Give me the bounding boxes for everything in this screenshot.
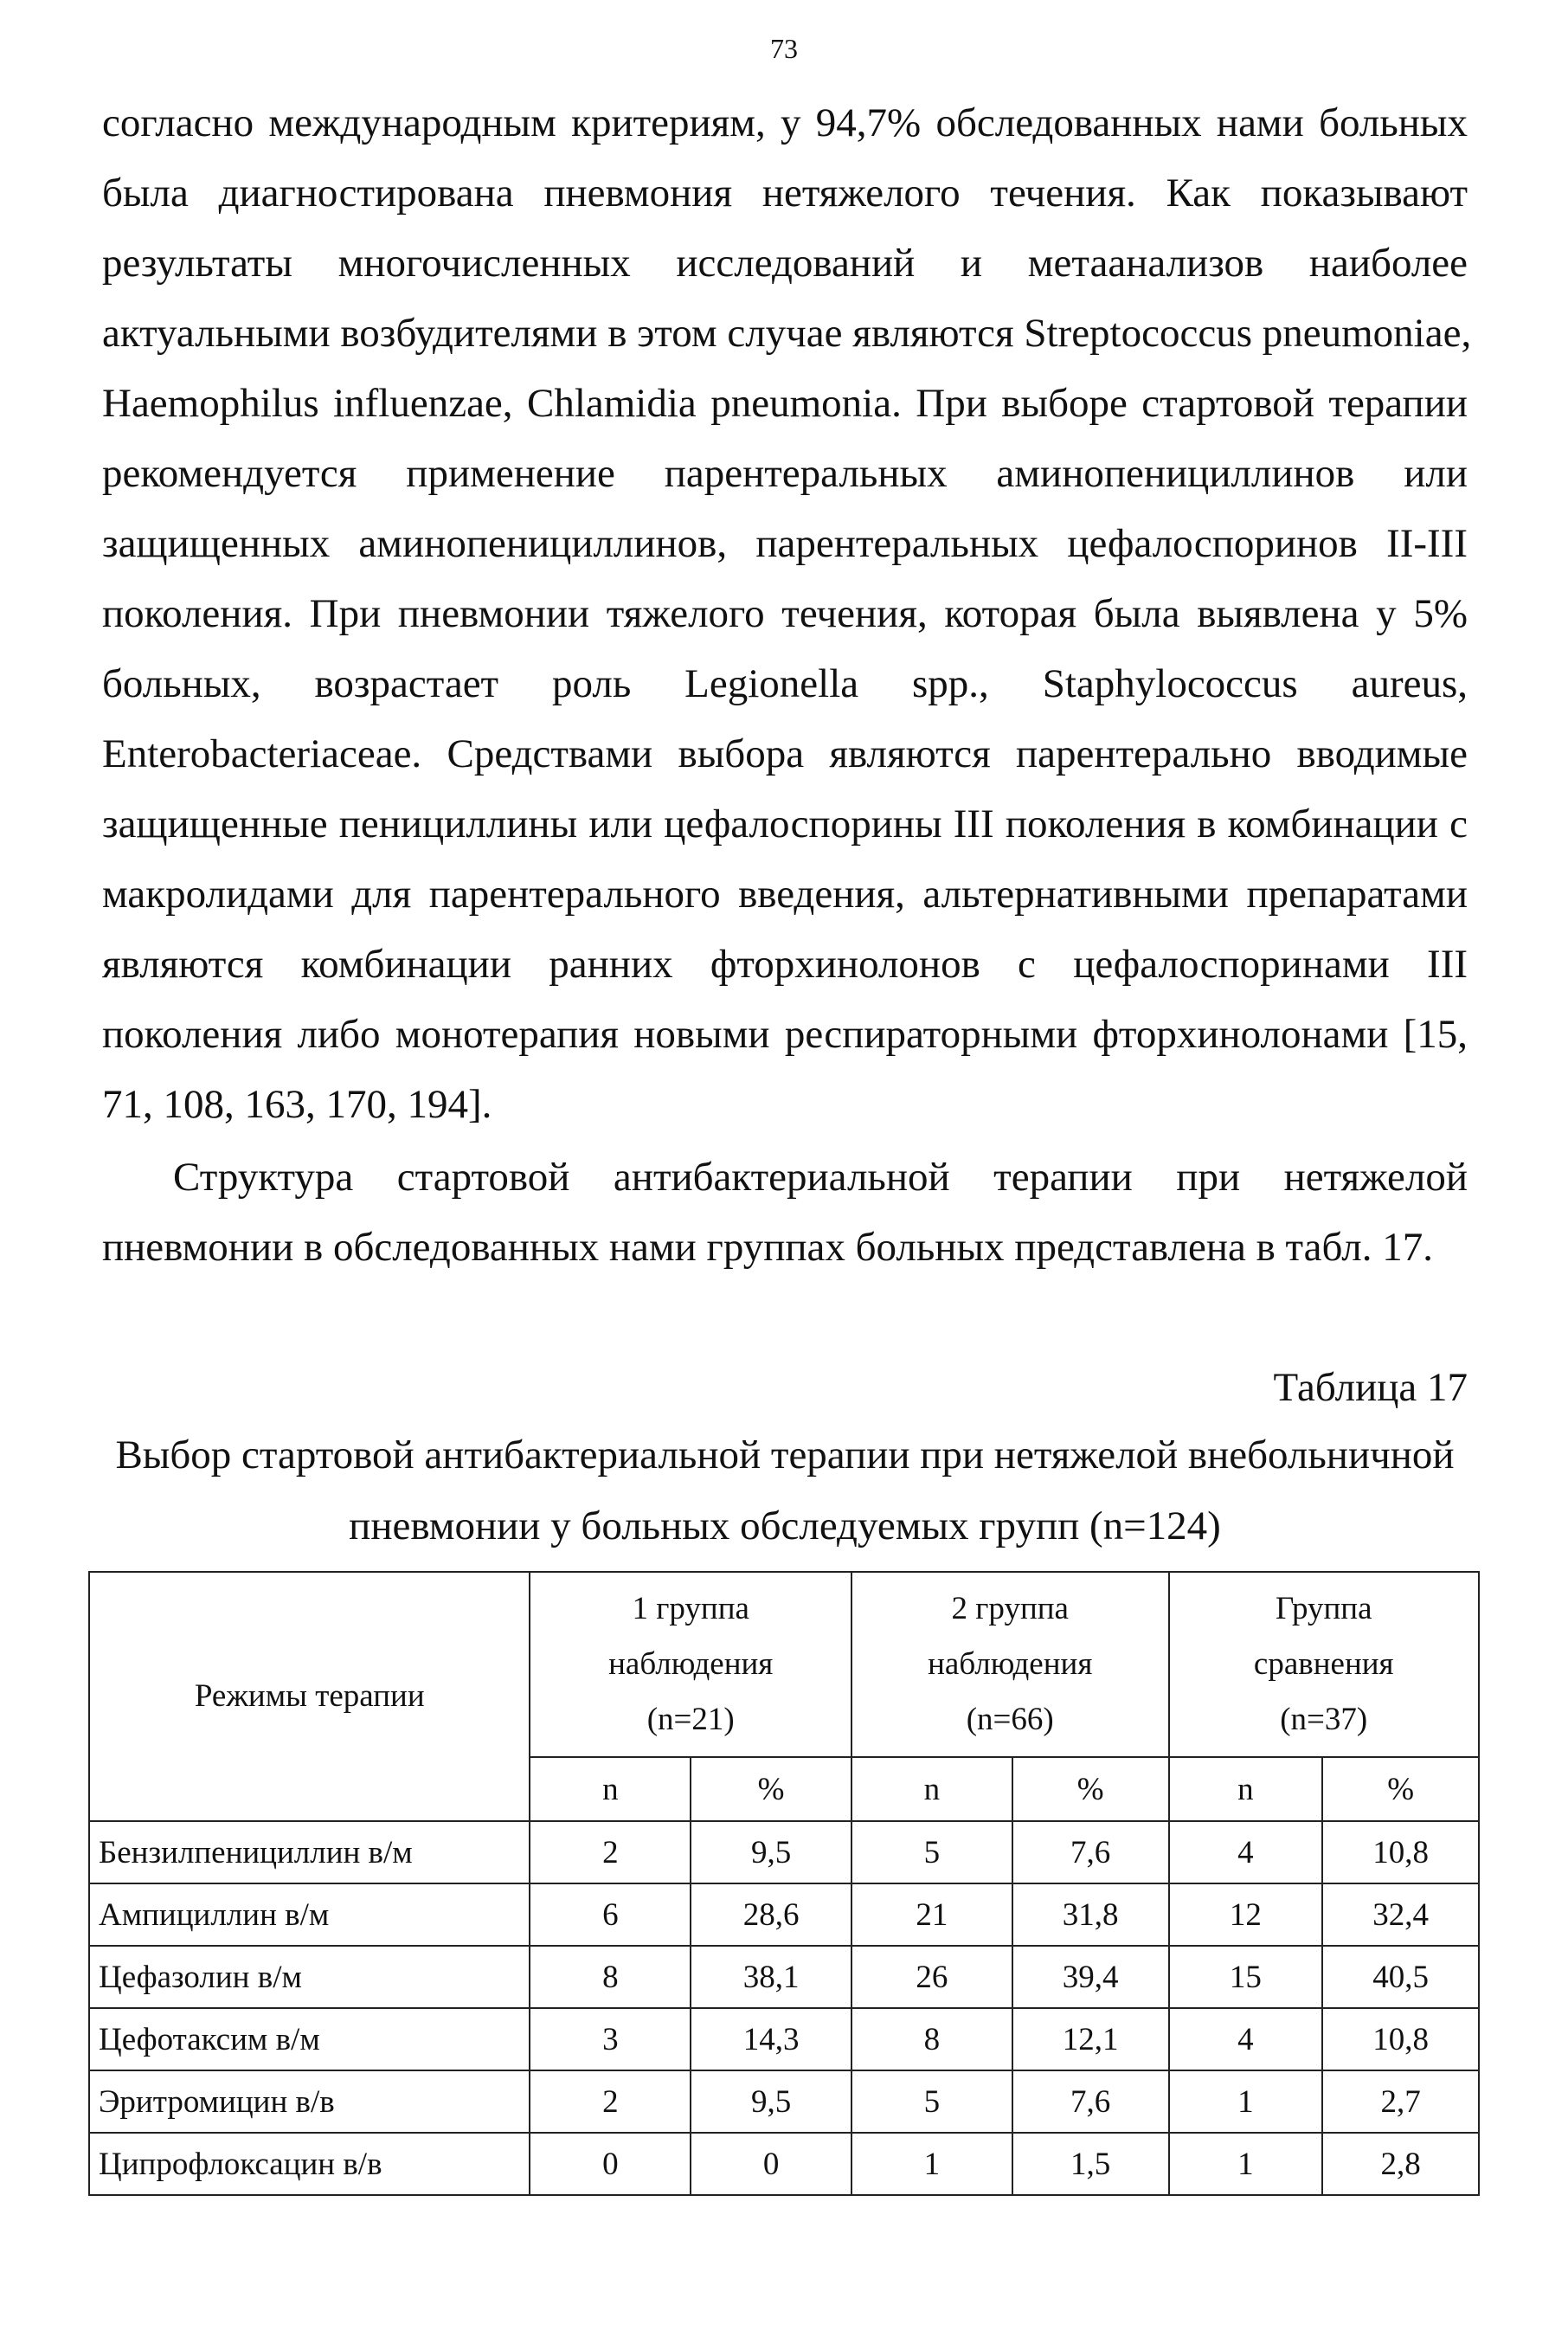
sub-header: n [1169,1757,1323,1821]
text-line: Haemophilus influenzae, Chlamidia pneumonia. При выборе стартовой терапии [102,381,1468,426]
table-row [89,1821,1479,1883]
table-cell: 15 [1169,1946,1323,2008]
table-cell: 2,7 [1322,2070,1479,2133]
table-cell: 4 [1169,1821,1323,1883]
text-line: актуальными возбудителями в этом случае являются Streptococcus pneumoniae, [102,311,1472,356]
group-header-line: (n=21) [646,1702,735,1737]
text-line: согласно международным критериям, у 94,7% обследованных нами больных [102,100,1468,145]
table-label: Таблица 17 [1273,1365,1468,1410]
table-cell: 10,8 [1322,1821,1479,1883]
text-line: была диагностирована пневмония нетяжелого течения. Как показывают [102,171,1468,216]
therapy-name: Ципрофлоксацин в/в [89,2133,530,2195]
group-header-line: 2 группа [951,1591,1069,1626]
table-cell: 2 [530,1821,691,1883]
caption-line: Выбор стартовой антибактериальной терапии при нетяжелой внебольничной [115,1432,1455,1478]
table-cell: 12,1 [1012,2008,1169,2070]
table-cell: 1 [1169,2133,1323,2195]
text-line: поколения либо монотерапия новыми респираторными фторхинолонами [15, [102,1012,1468,1057]
table-cell: 32,4 [1322,1883,1479,1946]
table-row [89,1946,1479,2008]
caption-line: пневмонии у больных обследуемых групп (n=124) [349,1503,1221,1548]
text-line: защищенных аминопенициллинов, парентеральных цефалоспоринов II-III [102,521,1468,566]
table-row [89,2070,1479,2133]
text-line: пневмонии в обследованных нами группах больных представлена в табл. 17. [102,1225,1433,1270]
table-cell: 40,5 [1322,1946,1479,2008]
page-number: 73 [770,33,798,64]
table-cell: 0 [530,2133,691,2195]
table-cell: 28,6 [691,1883,851,1946]
group-header-line: наблюдения [928,1646,1093,1682]
therapy-name: Эритромицин в/в [89,2070,530,2133]
group-header-line: наблюдения [608,1646,774,1682]
table-cell: 39,4 [1012,1946,1169,2008]
text-line: рекомендуется применение парентеральных аминопенициллинов или [102,451,1468,496]
sub-header: % [691,1757,851,1821]
group-header-line: сравнения [1253,1646,1394,1682]
table-cell: 2,8 [1322,2133,1479,2195]
text-line: больных, возрастает роль Legionella spp., Staphylococcus aureus, [102,661,1468,706]
table-row [89,2008,1479,2070]
therapy-name: Бензилпенициллин в/м [89,1821,530,1883]
therapy-name: Цефазолин в/м [89,1946,530,2008]
table-cell: 1,5 [1012,2133,1169,2195]
table-caption [102,1420,1468,1561]
table-cell: 1 [851,2133,1012,2195]
table-cell: 26 [851,1946,1012,2008]
text-line: являются комбинации ранних фторхинолонов с цефалоспоринами III [102,942,1468,987]
group-header-line: (n=66) [966,1702,1054,1737]
table-cell: 4 [1169,2008,1323,2070]
sub-header: % [1012,1757,1169,1821]
text-line: Enterobacteriaceae. Средствами выбора являются парентерально вводимые [102,731,1468,776]
text-line: 71, 108, 163, 170, 194]. [102,1082,492,1127]
table-cell: 38,1 [691,1946,851,2008]
row-header: Режимы терапии [89,1572,530,1821]
group-header [851,1572,1169,1757]
table-cell: 12 [1169,1883,1323,1946]
table-cell: 9,5 [691,2070,851,2133]
group-header [1169,1572,1480,1757]
text-line: поколения. При пневмонии тяжелого течения, которая была выявлена у 5% [102,591,1468,636]
table-cell: 14,3 [691,2008,851,2070]
sub-header: n [851,1757,1012,1821]
therapy-table [88,1571,1480,2196]
table-row [89,2133,1479,2195]
sub-header: % [1322,1757,1479,1821]
table-cell: 10,8 [1322,2008,1479,2070]
group-header-line: Группа [1275,1591,1372,1626]
body-paragraph-2 [102,1143,1468,1283]
table-row [89,1883,1479,1946]
group-header-line: 1 группа [632,1591,749,1626]
text-line: защищенные пенициллины или цефалоспорины III поколения в комбинации с [102,802,1468,847]
table-cell: 9,5 [691,1821,851,1883]
table-cell: 21 [851,1883,1012,1946]
table-cell: 3 [530,2008,691,2070]
text-line: Структура стартовой антибактериальной терапии при нетяжелой [173,1155,1468,1200]
table-cell: 2 [530,2070,691,2133]
table-cell: 7,6 [1012,1821,1169,1883]
therapy-name: Ампициллин в/м [89,1883,530,1946]
table-cell: 5 [851,2070,1012,2133]
table-cell: 0 [691,2133,851,2195]
table-cell: 5 [851,1821,1012,1883]
text-line: макролидами для парентерального введения, альтернативными препаратами [102,872,1468,917]
table-cell: 6 [530,1883,691,1946]
table-cell: 7,6 [1012,2070,1169,2133]
body-paragraph-1 [102,88,1472,1140]
table-cell: 8 [851,2008,1012,2070]
sub-header: n [530,1757,691,1821]
group-header-line: (n=37) [1280,1702,1368,1737]
table-cell: 31,8 [1012,1883,1169,1946]
table-cell: 1 [1169,2070,1323,2133]
group-header [530,1572,851,1757]
therapy-name: Цефотаксим в/м [89,2008,530,2070]
text-line: результаты многочисленных исследований и метаанализов наиболее [102,241,1468,286]
table-cell: 8 [530,1946,691,2008]
